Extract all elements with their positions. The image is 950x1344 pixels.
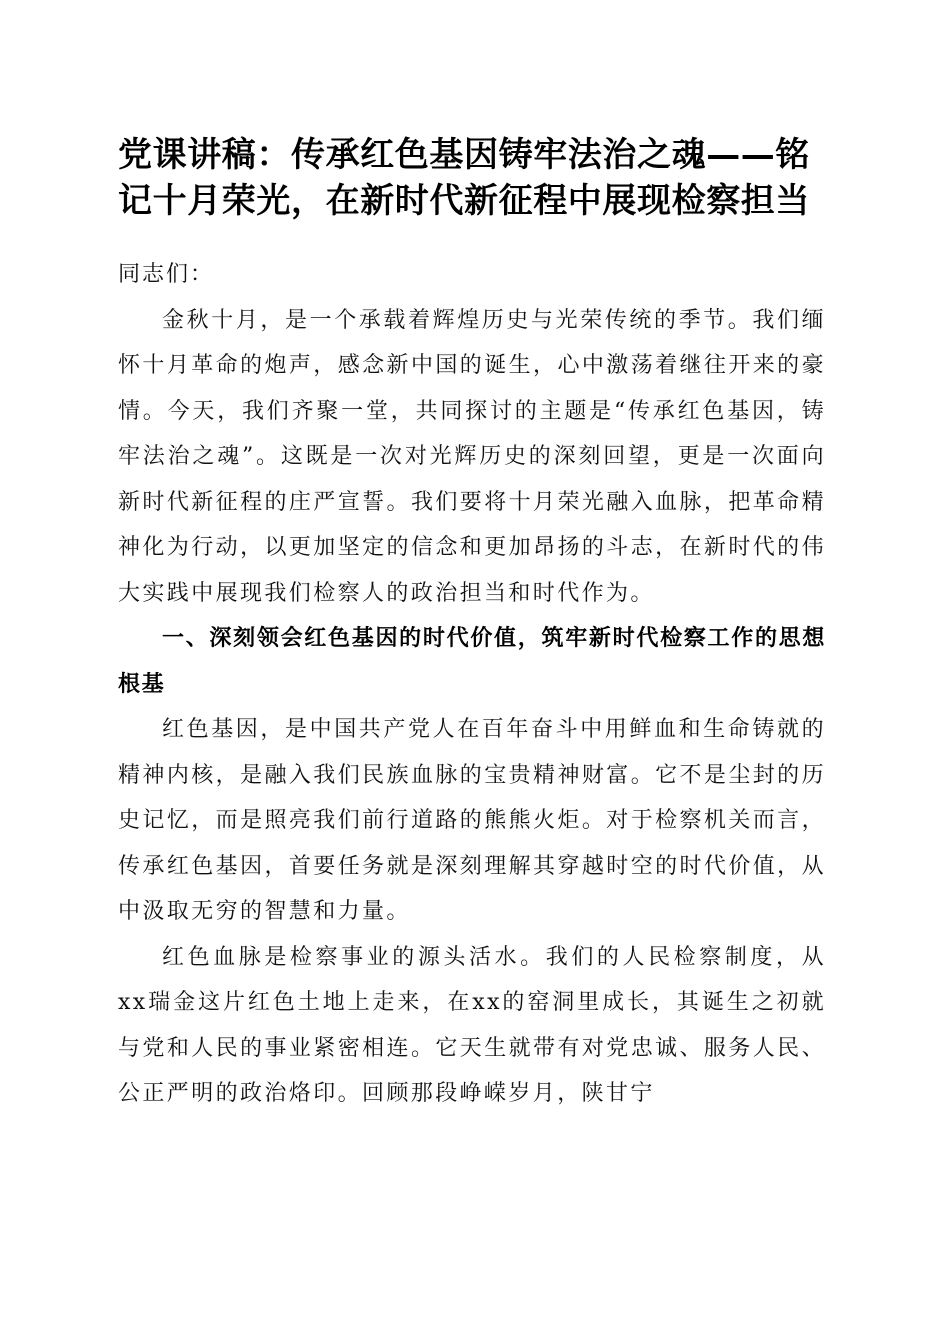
greeting: 同志们： <box>118 262 215 287</box>
section-heading-1: 一、深刻领会红色基因的时代价值，筑牢新时代检察工作的思想根基 <box>118 626 826 697</box>
document-body <box>118 252 826 1117</box>
paragraph-intro: 金秋十月，是一个承载着辉煌历史与光荣传统的季节。我们缅怀十月革命的炮声，感念新中国的诞生，心中激荡着继往开来的豪情。今天，我们齐聚一堂，共同探讨的主题是“传承红色基因，铸牢法治之魂”。这既是一次对光辉历史的深刻回望，更是一次面向新时代新征程的庄严宣誓。我们要将十月荣光融入血脉，把革命精神化为行动，以更加坚定的信念和更加昂扬的斗志，在新时代的伟大实践中展现我们检察人的政治担当和时代作为。 <box>118 307 826 606</box>
paragraph-section1-1: 红色基因，是中国共产党人在百年奋斗中用鲜血和生命铸就的精神内核，是融入我们民族血脉的宝贵精神财富。它不是尘封的历史记忆，而是照亮我们前行道路的熊熊火炬。对于检察机关而言，传承红色基因，首要任务就是深刻理解其穿越时空的时代价值，从中汲取无穷的智慧和力量。 <box>118 717 826 924</box>
paragraph-section1-2: 红色血脉是检察事业的源头活水。我们的人民检察制度，从xx瑞金这片红色土地上走来，在xx的窑洞里成长，其诞生之初就与党和人民的事业紧密相连。它天生就带有对党忠诚、服务人民、公正严明的政治烙印。回顾那段峥嵘岁月，陕甘宁 <box>118 944 826 1106</box>
document-title: 党课讲稿：传承红色基因铸牢法治之魂——铭记十月荣光，在新时代新征程中展现检察担当 <box>118 135 810 221</box>
